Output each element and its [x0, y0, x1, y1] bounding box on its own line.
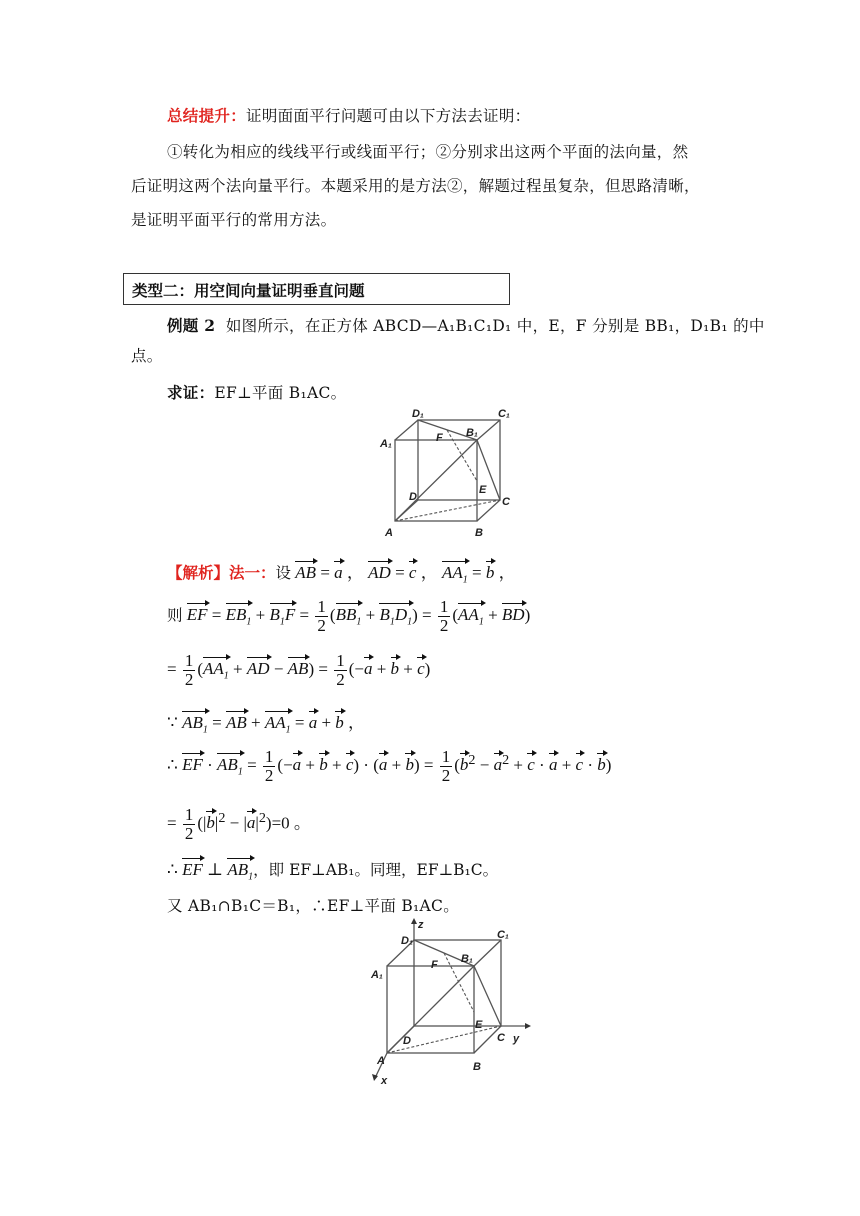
solution-line7: ∴ EF ⊥ $AB_1$，即 EF⊥AB₁。同理，EF⊥B₁C。	[167, 860, 499, 883]
example-text: 如图所示，在正方体 ABCD—A₁B₁C₁D₁ 中，E，F 分别是 BB₁，D₁B₁ 的中	[225, 317, 765, 335]
fig2-label-d: D	[403, 1035, 411, 1047]
solution-line2: 则 EF = $EB_1 + B_1F$ = $\frac{1}{2}$ $(BB_1 + B_1D_1)$ = $\frac{1}{2}$ $(AA_1 + BD)$	[167, 597, 531, 635]
fig2-label-d1: D₁	[401, 935, 413, 947]
solution-label: 【解析】法一：	[167, 563, 276, 582]
fig2-label-b: B	[473, 1061, 481, 1073]
fig1-label-f: F	[436, 432, 443, 444]
section-title: 类型二：用空间向量证明垂直问题	[132, 281, 365, 300]
summary-para2: 后证明这两个法向量平行。本题采用的是方法②，解题过程虽复杂，但思路清晰，	[131, 177, 700, 195]
summary-text: 证明面面平行问题可由以下方法去证明：	[246, 107, 531, 125]
example-label: 例题 2	[167, 316, 216, 335]
solution-line6: = $\frac{1}{2}$ $(|b|^2 - |a|^2)=0$ 。	[167, 805, 311, 843]
solution-line4: ∵ $AB_1$ = AB + $AA_1 = a + b$ ，	[167, 713, 366, 736]
fig1-label-e: E	[479, 484, 487, 496]
cube-figure-2	[365, 918, 535, 1093]
solution-line3: = $\frac{1}{2}$ ($AA_1$ + AD − AB) = $\frac{1}{2}$ (−a + b + c)	[167, 651, 431, 689]
fig1-label-a: A	[385, 527, 393, 539]
fig1-label-b1: B₁	[466, 427, 478, 439]
example-line1	[167, 314, 765, 336]
solution-line1: 【解析】法一：设 AB = a ， AD = c ， $AA_1 = b$ ，	[167, 563, 516, 586]
solution-final-line: 又 AB₁∩B₁C＝B₁，∴EF⊥平面 B₁AC。	[167, 897, 460, 915]
prove-line	[167, 381, 346, 403]
fig1-label-c: C	[502, 496, 510, 508]
fig2-label-a: A	[377, 1055, 385, 1067]
summary-label: 总结提升：	[167, 106, 247, 125]
section-title-box	[123, 273, 510, 305]
example-line2: 点。	[131, 347, 163, 365]
fig2-label-x: x	[381, 1075, 388, 1087]
prove-label: 求证：	[167, 383, 215, 402]
summary-para1: ①转化为相应的线线平行或线面平行；②分别求出这两个平面的法向量，然	[167, 143, 689, 161]
summary-line	[167, 104, 530, 126]
fig2-label-b1: B₁	[461, 953, 473, 965]
cube-figure-1	[378, 405, 518, 545]
fig2-label-y: y	[513, 1033, 520, 1045]
fig1-label-c1: C₁	[498, 408, 510, 420]
fig1-label-b: B	[475, 527, 483, 539]
solution-line5: ∴ EF · $AB_1$ = $\frac{1}{2}$ (−a + b + c) · (a + b) = $\frac{1}{2}$ $(b^2 - a^2 + c \cdot a + c \cdot b)$	[167, 747, 612, 785]
fig2-label-c: C	[497, 1032, 505, 1044]
fig2-label-e: E	[475, 1019, 483, 1031]
fig2-label-a1: A₁	[371, 969, 383, 981]
fig1-label-d: D	[409, 491, 417, 503]
summary-para3: 是证明平面平行的常用方法。	[131, 211, 337, 229]
fig2-label-f: F	[431, 959, 438, 971]
fig2-label-z: z	[418, 919, 424, 931]
fig1-label-d1: D₁	[412, 408, 424, 420]
conclusion-text: ，即 EF⊥AB₁。同理，EF⊥B₁C。	[253, 861, 499, 879]
prove-text: EF⊥平面 B₁AC。	[214, 384, 347, 402]
fig1-label-a1: A₁	[380, 438, 392, 450]
fig2-label-c1: C₁	[497, 929, 509, 941]
